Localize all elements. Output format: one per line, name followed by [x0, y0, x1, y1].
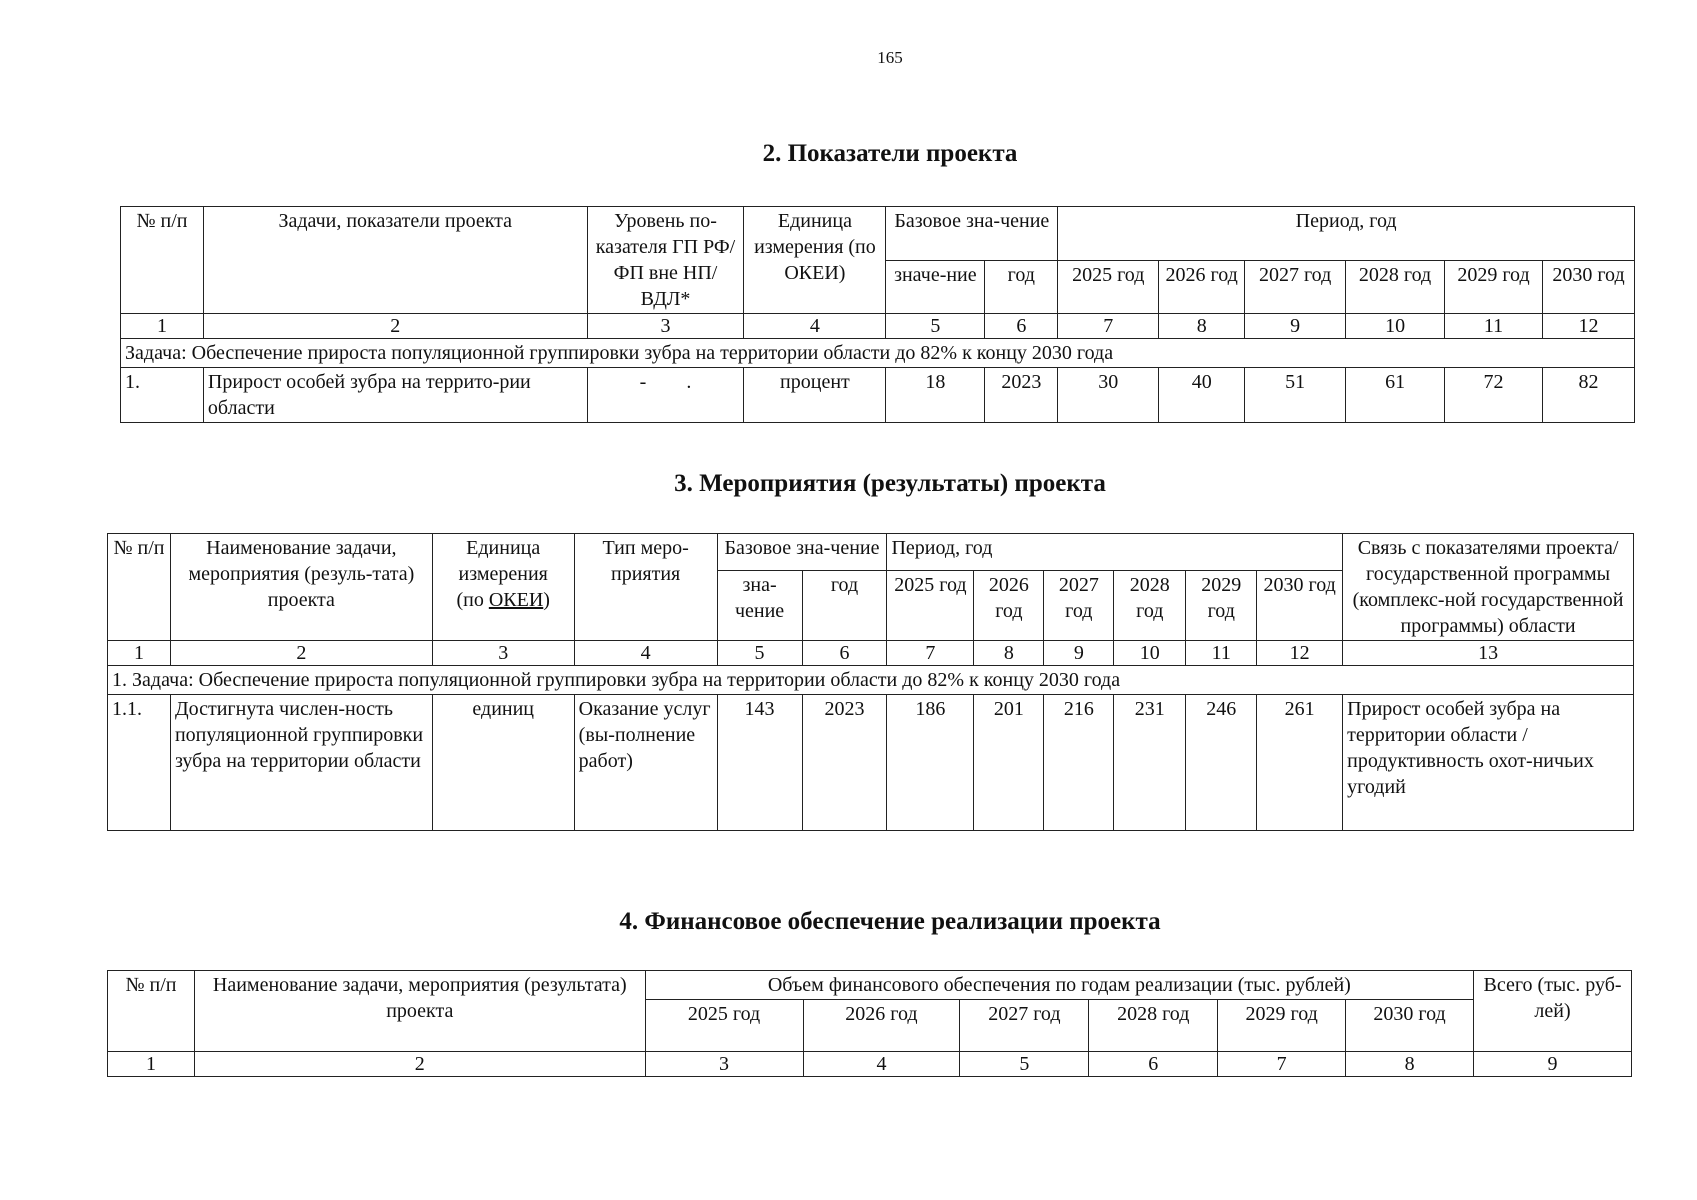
header-tasks: Задачи, показатели проекта — [203, 207, 587, 314]
column-number: 2 — [194, 1052, 645, 1077]
header-volume: Объем финансового обеспечения по годам реализации (тыс. рублей) — [645, 971, 1473, 1000]
indicator-value: 72 — [1445, 368, 1543, 423]
header-year: 2030 год — [1257, 570, 1343, 640]
column-number: 9 — [1474, 1052, 1632, 1077]
section-3-title: 3. Мероприятия (результаты) проекта — [674, 470, 1106, 497]
header-period: Период, год — [1058, 207, 1635, 261]
header-year: 2028 год — [1346, 260, 1445, 314]
task-description: 1. Задача: Обеспечение прироста популяционной группировки зубра на территории области до 82% к концу 2030 года — [108, 666, 1634, 695]
header-base-year: год — [802, 570, 887, 640]
indicator-value: 51 — [1245, 368, 1346, 423]
header-row-1 — [108, 534, 1634, 571]
section-2-title: 2. Показатели проекта — [762, 140, 1018, 167]
header-row-1 — [108, 971, 1632, 1000]
column-number: 4 — [744, 314, 886, 339]
column-number: 12 — [1257, 641, 1343, 666]
header-year: 2027 год — [1044, 570, 1114, 640]
project-indicators-table — [120, 206, 1635, 423]
column-number: 9 — [1044, 641, 1114, 666]
header-year: 2026 год — [803, 1000, 960, 1052]
row-num: 1.1. — [108, 695, 171, 831]
header-base: Базовое зна-чение — [886, 207, 1058, 261]
column-number: 11 — [1186, 641, 1257, 666]
column-number: 3 — [645, 1052, 803, 1077]
header-year: 2028 год — [1089, 1000, 1218, 1052]
indicator-level — [587, 368, 744, 423]
indicator-base-value: 18 — [886, 368, 985, 423]
activity-base-value: 143 — [717, 695, 802, 831]
activity-row — [108, 695, 1634, 831]
column-number: 5 — [960, 1052, 1089, 1077]
header-type: Тип меро-приятия — [574, 534, 717, 641]
header-year: 2030 год — [1346, 1000, 1474, 1052]
header-base-year: год — [985, 260, 1058, 314]
column-number: 2 — [203, 314, 587, 339]
okei-link-text: ОКЕИ — [488, 589, 544, 611]
header-year: 2028 год — [1114, 570, 1186, 640]
page-number: 165 — [877, 48, 903, 67]
section-4-title: 4. Финансовое обеспечение реализации проекта — [619, 908, 1161, 935]
header-link: Связь с показателями проекта/государственной программы (комплекс-ной государственной программы) области — [1343, 534, 1634, 641]
column-number: 8 — [1346, 1052, 1474, 1077]
indicator-value: 40 — [1159, 368, 1245, 423]
header-base-value: значе-ние — [886, 260, 985, 314]
header-year: 2025 год — [1058, 260, 1159, 314]
column-number-row — [108, 641, 1634, 666]
activity-value: 246 — [1186, 695, 1257, 831]
header-year: 2025 год — [645, 1000, 803, 1052]
header-year: 2030 год — [1542, 260, 1634, 314]
header-year: 2029 год — [1218, 1000, 1346, 1052]
column-number: 7 — [1218, 1052, 1346, 1077]
column-number: 4 — [574, 641, 717, 666]
header-year: 2026 год — [974, 570, 1044, 640]
column-number: 7 — [887, 641, 974, 666]
column-number: 13 — [1343, 641, 1634, 666]
column-number: 6 — [985, 314, 1058, 339]
column-number: 12 — [1542, 314, 1634, 339]
column-number: 11 — [1445, 314, 1543, 339]
column-number: 6 — [802, 641, 887, 666]
task-description: Задача: Обеспечение прироста популяционной группировки зубра на территории области до 82% к концу 2030 года — [121, 339, 1635, 368]
column-number: 9 — [1245, 314, 1346, 339]
column-number: 1 — [121, 314, 204, 339]
project-activities-table — [107, 533, 1634, 831]
indicator-unit: процент — [744, 368, 886, 423]
header-year: 2027 год — [1245, 260, 1346, 314]
column-number-row — [108, 1052, 1632, 1077]
level-mark: . — [686, 371, 692, 393]
indicator-value: 61 — [1346, 368, 1445, 423]
row-num: 1. — [121, 368, 204, 423]
column-number: 10 — [1114, 641, 1186, 666]
activity-value: 261 — [1257, 695, 1343, 831]
header-num: № п/п — [121, 207, 204, 314]
column-number: 5 — [886, 314, 985, 339]
task-row — [108, 666, 1634, 695]
column-number: 1 — [108, 1052, 195, 1077]
header-period: Период, год — [887, 534, 1343, 571]
header-num: № п/п — [108, 971, 195, 1052]
column-number: 10 — [1346, 314, 1445, 339]
activity-name: Достигнута числен-ность популяционной группировки зубра на территории области — [170, 695, 432, 831]
column-number: 4 — [803, 1052, 960, 1077]
header-year: 2026 год — [1159, 260, 1245, 314]
header-name: Наименование задачи, мероприятия (резуль-тата) проекта — [170, 534, 432, 641]
column-number: 3 — [432, 641, 574, 666]
financing-table — [107, 970, 1632, 1077]
activity-link: Прирост особей зубра на территории области / продуктивность охот-ничьих угодий — [1343, 695, 1634, 831]
indicator-base-year: 2023 — [985, 368, 1058, 423]
header-base: Базовое зна-чение — [717, 534, 887, 571]
level-dash: - — [639, 371, 647, 393]
column-number: 3 — [587, 314, 744, 339]
activity-value: 216 — [1044, 695, 1114, 831]
column-number-row — [121, 314, 1635, 339]
header-unit: Единица измерения (по ОКЕИ) — [744, 207, 886, 314]
activity-base-year: 2023 — [802, 695, 887, 831]
header-name: Наименование задачи, мероприятия (результата) проекта — [194, 971, 645, 1052]
column-number: 8 — [974, 641, 1044, 666]
column-number: 5 — [717, 641, 802, 666]
header-base-value: зна-чение — [717, 570, 802, 640]
activity-value: 186 — [887, 695, 974, 831]
header-unit: Единица измерения (по ОКЕИ) — [432, 534, 574, 641]
header-year: 2029 год — [1445, 260, 1543, 314]
header-year: 2029 год — [1186, 570, 1257, 640]
activity-value: 231 — [1114, 695, 1186, 831]
header-total: Всего (тыс. руб-лей) — [1474, 971, 1632, 1052]
indicator-value: 30 — [1058, 368, 1159, 423]
column-number: 2 — [170, 641, 432, 666]
header-row-1 — [121, 207, 1635, 261]
task-row — [121, 339, 1635, 368]
column-number: 7 — [1058, 314, 1159, 339]
header-year: 2027 год — [960, 1000, 1089, 1052]
column-number: 8 — [1159, 314, 1245, 339]
header-num: № п/п — [108, 534, 171, 641]
indicator-value: 82 — [1542, 368, 1634, 423]
indicator-row — [121, 368, 1635, 423]
column-number: 6 — [1089, 1052, 1218, 1077]
header-year: 2025 год — [887, 570, 974, 640]
activity-type: Оказание услуг (вы-полнение работ) — [574, 695, 717, 831]
activity-value: 201 — [974, 695, 1044, 831]
column-number: 1 — [108, 641, 171, 666]
header-level: Уровень по-казателя ГП РФ/ФП вне НП/ВДЛ* — [587, 207, 744, 314]
activity-unit: единиц — [432, 695, 574, 831]
indicator-name: Прирост особей зубра на террито-рии области — [203, 368, 587, 423]
